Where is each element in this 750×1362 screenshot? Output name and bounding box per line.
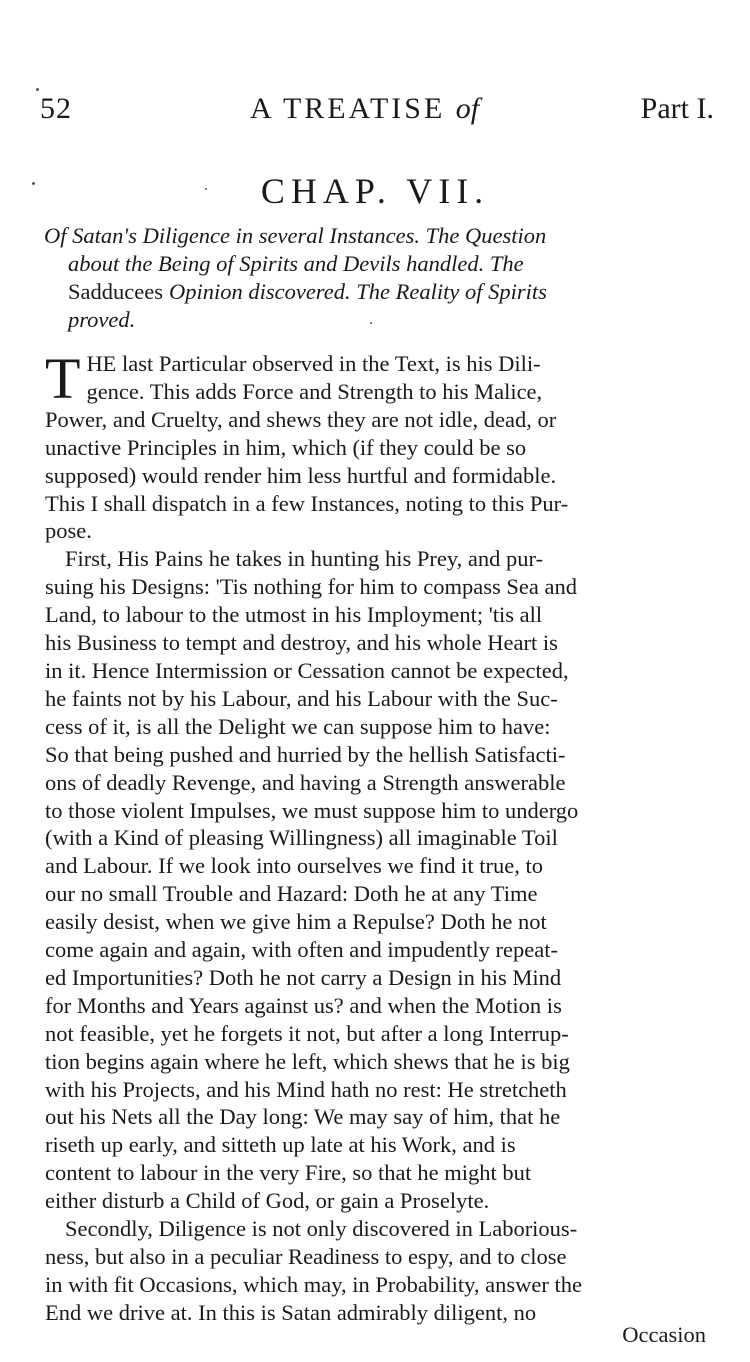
page-number: 52 [40,92,72,125]
running-title-caps: A TREATISE [250,92,446,125]
body-line: tion begins again where he left, which shews that he is big [45,1048,570,1074]
ink-speck [205,188,207,190]
summary-line-rest: Opinion discovered. The Reality of Spirits [168,279,547,304]
body-line: Power, and Cruelty, and shews they are not idle, dead, or [45,406,557,432]
ink-speck [36,88,39,91]
chapter-summary [44,222,708,334]
running-header [40,92,714,132]
catchword: Occasion [622,1322,706,1347]
body-line: his Business to tempt and destroy, and his whole Heart is [45,630,558,656]
body-line: HE last Particular observed in the Text, is his Dili- [86,351,541,376]
summary-line: Of Satan's Diligence in several Instances. The Question [44,223,547,248]
body-line: content to labour in the very Fire, so that he might but [45,1160,532,1186]
running-title-of: of [455,92,480,125]
body-line: (with a Kind of pleasing Willingness) all imaginable Toil [45,825,558,851]
body-line: ed Importunities? Doth he not carry a Design in his Mind [45,964,562,990]
paragraph-1 [45,378,710,545]
summary-word-sadducees: Sadducees [68,279,163,304]
body-line: ness, but also in a peculiar Readiness to espy, and to close [45,1244,567,1269]
body-line: End we drive at. In this is Satan admirably diligent, no [45,1299,537,1325]
body-line: ons of deadly Revenge, and having a Strength answerable [45,769,566,795]
body-line: This I shall dispatch in a few Instances, noting to this Pur- [45,490,569,516]
body-line: in with fit Occasions, which may, in Probability, answer the [45,1271,582,1297]
body-line: gence. This adds Force and Strength to his Malice, [86,378,543,404]
body-line: unactive Principles in him, which (if they could be so [45,434,527,460]
body-line: with his Projects, and his Mind hath no rest: He stretcheth [45,1076,567,1102]
summary-line [44,278,708,306]
paragraph-2 [45,545,710,1215]
body-line: he faints not by his Labour, and his Labour with the Suc- [45,685,558,711]
body-line: supposed) would render him less hurtful and formidable. [45,462,557,488]
body-line: suing his Designs: 'Tis nothing for him to compass Sea and [45,574,577,600]
body-line: pose. [45,518,92,544]
ink-speck [370,322,372,324]
body-line: Secondly, Diligence is not only discovered in Laborious- [65,1216,578,1242]
body-line: easily desist, when we give him a Repulse? Doth he not [45,909,547,935]
body-line: out his Nets all the Day long: We may say of him, that he [45,1104,561,1130]
paragraph-3 [45,1215,710,1327]
body-line: in it. Hence Intermission or Cessation cannot be expected, [45,657,569,683]
drop-cap: T [45,346,81,411]
summary-line: proved. [68,307,136,332]
part-label: Part I. [640,92,714,125]
summary-line: about the Being of Spirits and Devils handled. The [68,251,524,276]
body-line: Land, to labour to the utmost in his Imployment; 'tis all [45,602,543,628]
body-line: riseth up early, and sitteth up late at his Work, and is [45,1132,516,1158]
body-line: and Labour. If we look into ourselves we find it true, to [45,853,544,879]
body-line: First, His Pains he takes in hunting his Prey, and pur- [65,546,544,572]
body-line: So that being pushed and hurried by the hellish Satisfacti- [45,741,566,767]
body-line: cess of it, is all the Delight we can suppose him to have: [45,713,551,739]
body-line: our no small Trouble and Hazard: Doth he at any Time [45,881,538,907]
body-line: to those violent Impulses, we must suppose him to undergo [45,797,579,823]
chapter-heading: CHAP. VII. [260,171,490,211]
body-line: come again and again, with often and impudently repeat- [45,937,558,963]
body-line: for Months and Years against us? and when the Motion is [45,992,562,1018]
body-text [45,346,710,1327]
body-line: not feasible, yet he forgets it not, but after a long Interrup- [45,1020,569,1046]
ink-speck [32,182,35,185]
body-line: either disturb a Child of God, or gain a Proselyte. [45,1188,490,1214]
running-title [250,92,479,126]
